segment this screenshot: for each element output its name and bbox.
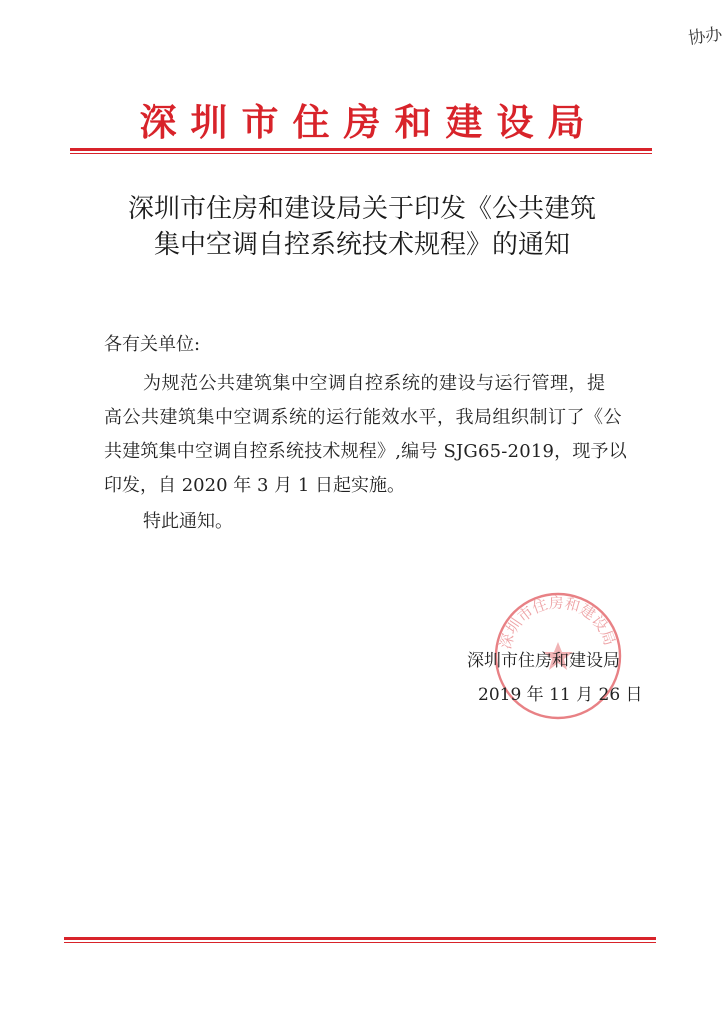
footer-rule-thin: [64, 942, 656, 943]
body-line-4: 印发，自 2020 年 3 月 1 日起实施。: [104, 475, 406, 496]
body-line-1: 为规范公共建筑集中空调自控系统的建设与运行管理，提: [143, 373, 606, 394]
letterhead-rule-thin: [70, 153, 652, 154]
svg-text:深圳市住房和建设局: [496, 594, 618, 651]
salutation: 各有关单位:: [104, 334, 201, 355]
signature-date: 2019 年 11 月 26 日: [478, 685, 643, 705]
closing-line: 特此通知。: [143, 511, 233, 532]
body-line-3: 共建筑集中空调自控系统技术规程》,编号 SJG65-2019，现予以: [104, 441, 627, 462]
document-title-line-2: 集中空调自控系统技术规程》的通知: [153, 230, 570, 260]
handwritten-mark: 协办: [687, 24, 724, 49]
signature-organization: 深圳市住房和建设局: [467, 651, 620, 671]
agency-letterhead: 深圳市住房和建设局: [139, 100, 599, 144]
footer-rule-thick: [64, 937, 656, 940]
letterhead-rule-thick: [70, 148, 652, 151]
document-title-line-1: 深圳市住房和建设局关于印发《公共建筑: [127, 194, 596, 224]
seal-text: 深圳市住房和建设局: [496, 593, 619, 652]
body-line-2: 高公共建筑集中空调系统的运行能效水平，我局组织制订了《公: [104, 407, 622, 428]
